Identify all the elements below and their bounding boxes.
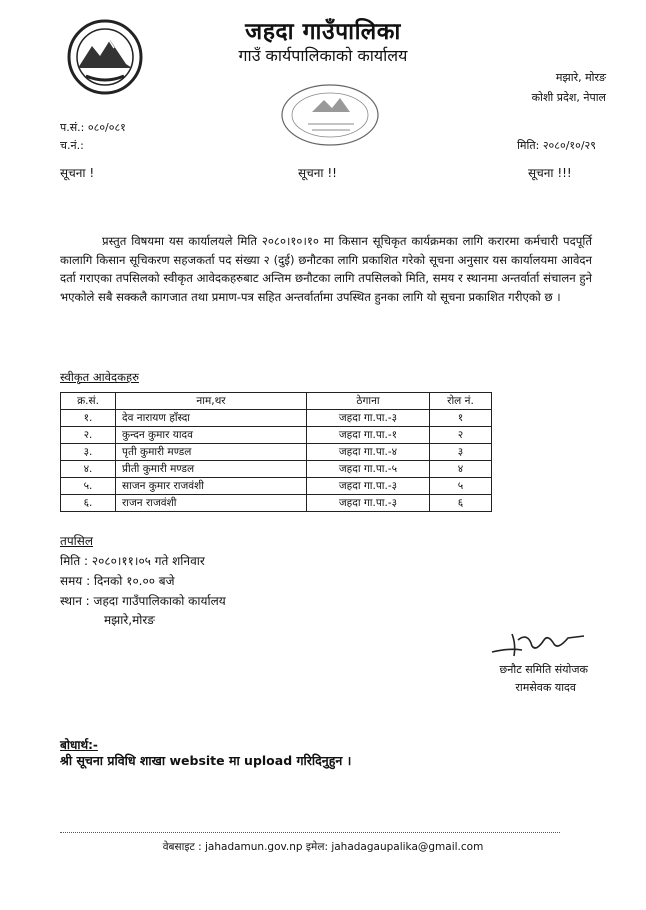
dispatch-number: च.नं.: [60, 139, 84, 152]
issue-date: मिति: २०८०/१०/२९ [517, 139, 596, 152]
cc-line: श्री सूचना प्रविधि शाखा website मा upload गरिदिनुहुन । [60, 753, 352, 768]
interview-time: समय : दिनको १०.०० बजे [60, 574, 175, 588]
roll-cell: २ [430, 427, 492, 444]
serial-cell: ४. [61, 461, 116, 478]
address-cell: जहदा गा.पा.-३ [307, 478, 430, 495]
table-row [61, 495, 492, 512]
address-line-2: कोशी प्रदेश, नेपाल [531, 91, 606, 104]
serial-cell: ६. [61, 495, 116, 512]
serial-cell: ३. [61, 444, 116, 461]
office-stamp-icon [278, 80, 383, 150]
address-line-1: मझारे, मोरङ [555, 71, 606, 84]
notice-label-1: सूचना ! [60, 166, 95, 180]
signature-icon [488, 622, 588, 662]
table-row [61, 461, 492, 478]
name-cell: राजन राजवंशी [116, 495, 307, 512]
serial-cell: २. [61, 427, 116, 444]
signatory-designation: छनौट समिति संयोजक [499, 663, 588, 676]
table-row [61, 427, 492, 444]
table-row [61, 444, 492, 461]
table-header-row [61, 393, 492, 410]
roll-cell: ३ [430, 444, 492, 461]
office-title: जहदा गाउँपालिका [245, 19, 401, 45]
signatory-name: रामसेवक यादव [515, 681, 576, 694]
notice-label-2: सूचना !! [298, 166, 337, 180]
office-subtitle: गाउँ कार्यपालिकाको कार्यालय [238, 46, 408, 65]
name-cell: कुन्दन कुमार यादव [116, 427, 307, 444]
serial-cell: १. [61, 410, 116, 427]
name-cell: देव नारायण हाँस्दा [116, 410, 307, 427]
roll-cell: १ [430, 410, 492, 427]
address-cell: जहदा गा.पा.-४ [307, 444, 430, 461]
footer-contact: वेबसाइट : jahadamun.gov.np इमेल: jahadagaupalika@gmail.com [162, 841, 484, 853]
table-row [61, 410, 492, 427]
address-cell: जहदा गा.पा.-५ [307, 461, 430, 478]
address-cell: जहदा गा.पा.-३ [307, 495, 430, 512]
table-row [61, 478, 492, 495]
roll-cell: ४ [430, 461, 492, 478]
reference-number: प.सं.: ०८०/०८१ [60, 121, 126, 134]
name-cell: साजन कुमार राजवंशी [116, 478, 307, 495]
interview-place-line-2: मझारे,मोरङ [104, 613, 155, 627]
interview-date: मिति : २०८०।११।०५ गते शनिवार [60, 554, 205, 568]
cc-heading: बोधार्थ:- [60, 738, 98, 752]
name-cell: प्रीती कुमारी मण्डल [116, 461, 307, 478]
column-header: नाम,थर [116, 393, 307, 410]
roll-cell: ६ [430, 495, 492, 512]
name-cell: पृती कुमारी मण्डल [116, 444, 307, 461]
address-cell: जहदा गा.पा.-१ [307, 427, 430, 444]
applicants-table [60, 392, 492, 512]
notice-label-3: सूचना !!! [528, 166, 572, 180]
details-heading: तपसिल [60, 534, 94, 548]
serial-cell: ५. [61, 478, 116, 495]
applicants-heading: स्वीकृत आवेदकहरु [60, 370, 139, 384]
footer-divider [60, 832, 560, 833]
column-header: क्र.सं. [61, 393, 116, 410]
roll-cell: ५ [430, 478, 492, 495]
column-header: रोल नं. [430, 393, 492, 410]
column-header: ठेगाना [307, 393, 430, 410]
address-cell: जहदा गा.पा.-३ [307, 410, 430, 427]
notice-body: प्रस्तुत विषयमा यस कार्यालयले मिति २०८०।१०।१० मा किसान सूचिकृत कार्यक्रमका लागि करारमा कर्मचारी पदपूर्ति कालागि किसान सूचिकरण सहजकर्ता पद संख्या २ (दुई) छनौटका लागि प्रकाशित गरेको सूचना अनुसार यस कार्यालयमा आवेदन दर्ता गराएका तपसिलको स्वीकृत आवेदकहरुबाट अन्तिम छनौटका लागि तपसिलको मिति, समय र स्थानमा अन्तर्वार्ता संचालन हुने भएकोले सबै सक्कलै कागजात तथा प्रमाण-पत्र सहित अन्तर्वार्तामा उपस्थित हुनका लागि यो सूचना प्रकाशित गरीएको छ । [60, 234, 592, 304]
interview-place: स्थान : जहदा गाउँपालिकाको कार्यालय [60, 594, 226, 608]
